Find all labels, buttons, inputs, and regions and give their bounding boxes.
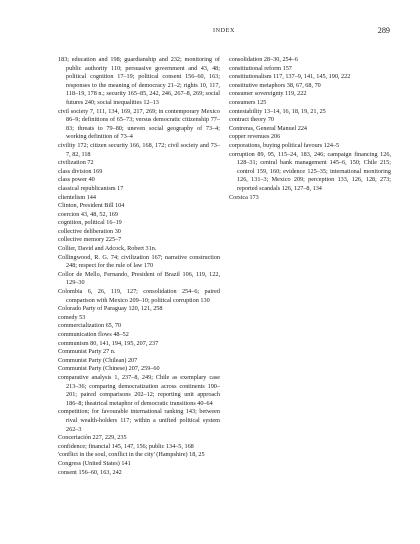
- index-entry: Communist Party (Chinese) 207, 259–60: [58, 365, 160, 373]
- index-entry: clientelism 144: [58, 193, 96, 201]
- index-entry: Congress (United States) 141: [58, 459, 131, 467]
- index-entry: consumers 125: [229, 98, 267, 106]
- index-entry: copper revenues 206: [229, 133, 281, 141]
- index-entry: Collier, David and Adcock, Robert 31n.: [58, 245, 157, 253]
- index-entry: commercialization 65, 70: [58, 322, 122, 330]
- index-entry: communism 80, 141, 194, 195, 207, 237: [58, 339, 159, 347]
- index-entry: corruption 89, 95, 115–24, 183, 246; campaign financing 126, 128–31; central bank management 145–6, 150; Chile 215; control 159, 160; evidence 125–35; international monitoring 126, 131–3; Mexico 209; perception 133, 126, 128, 273; reported scandals 126, 127–8, 134: [229, 150, 391, 192]
- index-entry: collective memory 225–7: [58, 236, 122, 244]
- index-entry: collective deliberation 30: [58, 227, 121, 235]
- page-header: [58, 26, 390, 38]
- page-number: 289: [377, 26, 390, 35]
- index-column-right: [229, 56, 391, 202]
- index-entry: communication flows 48–52: [58, 331, 129, 338]
- index-entry: classical republicanism 17: [58, 184, 124, 192]
- index-entry: civil society 7, 111, 134, 169, 217, 269; in contemporary Mexico 86–9; definitions of 65–73; versus democratic citizenship 77–83; threats to 79–80; uneven social geography of 73–4; working definition of 73–4: [58, 107, 220, 141]
- index-entry: constitutional reform 157: [229, 64, 292, 72]
- index-entry: Collingwood, R. G. 74; civilization 167; narrative construction 248; respect for the rule of law 170: [58, 253, 220, 270]
- index-entry: consolidation 28–30, 254–6: [229, 56, 298, 63]
- index-entry: constitutive metaphors 38, 67, 68, 70: [229, 81, 321, 89]
- index-column-left: [58, 56, 220, 477]
- index-entry: Communist Party 27 n.: [58, 348, 116, 356]
- index-entry: consent 156–60, 163, 242: [58, 468, 122, 476]
- index-entry: Contreras, General Manuel 224: [229, 124, 308, 132]
- index-entry: Colombia 6, 26, 119, 127; consolidation 254–6; paired comparison with Mexico 209–10; political corruption 130: [58, 288, 220, 304]
- index-entry: Communist Party (Chilean) 207: [58, 356, 138, 364]
- index-entry: competition; for favourable international ranking 143; between rival wealth-holders 117; within a unified political system 262–3: [58, 408, 220, 433]
- index-entry: constitutionalism 117, 137–9, 141, 145, 190, 222: [229, 73, 351, 81]
- index-entry: contract theory 70: [229, 116, 275, 124]
- running-head: INDEX: [213, 28, 235, 34]
- index-entry: comedy 53: [58, 313, 86, 321]
- index-entry: coercion 43, 48, 52, 169: [58, 210, 118, 218]
- index-entry: Clinton, President Bill 104: [58, 202, 125, 210]
- index-entry: Concertación 227, 229, 235: [58, 434, 127, 442]
- index-entry: class division 169: [58, 167, 103, 175]
- index-entry: consumer sovereignty 119, 222: [229, 90, 307, 98]
- index-entry: 183; education and 198; guardianship and 232; monitoring of public authority 110; persuasive government and 43, 48; political cognition 17–19; political consent 156–60, 163; responses to the meaning of democracy 21–2; rights 10, 117, 118–19, 178 n.; security 165–85, 242, 246, 267–8, 269; social futures 240; social inequalities 12–13: [58, 56, 220, 106]
- index-entry: cognition, political 16–19: [58, 219, 122, 227]
- index-entry: Collor de Mello, Fernando, President of Brazil 106, 119, 122, 129–30: [58, 270, 220, 287]
- index-entry: Corsica 173: [229, 193, 259, 201]
- index-entry: civilization 72: [58, 159, 94, 167]
- index-entry: Colorado Party of Paraguay 120, 121, 258: [58, 305, 163, 313]
- index-entry: civility 172; citizen security 166, 168, 172; civil society and 73–7, 82, 118: [58, 141, 220, 158]
- index-entry: comparative analysis 1, 237–8, 249; Chile as exemplary case 213–36; comparing democratization across continents 190–201; paired comparisons 202–12; reporting unit approach 186–8; theatrical metaphor of democratic transitions 40–64: [58, 373, 220, 407]
- index-entry: corporations, buying political favours 124–5: [229, 141, 340, 149]
- index-entry: contestability 13–14, 16, 18, 19, 21, 25: [229, 107, 326, 115]
- index-entry: confidence; financial 145, 147, 156; public 134–5, 168: [58, 442, 194, 450]
- index-entry: 'conflict in the soul, conflict in the city' (Hampshire) 18, 25: [58, 451, 205, 459]
- index-entry: class power 40: [58, 176, 95, 184]
